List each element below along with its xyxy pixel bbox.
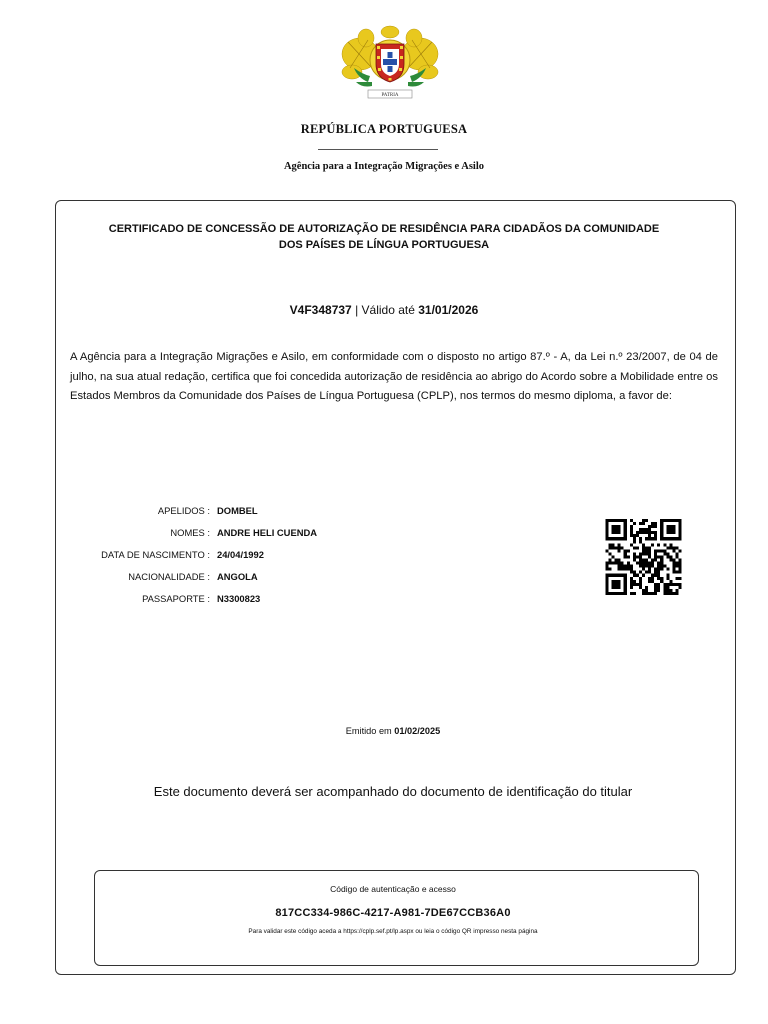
- field-label: DATA DE NASCIMENTO :: [101, 549, 210, 560]
- auth-title: Código de autenticação e acesso: [330, 884, 456, 894]
- header-divider: [318, 149, 438, 150]
- auth-code: 817CC334-986C-4217-A981-7DE67CCB36A0: [275, 907, 511, 919]
- certificate-title: [0, 222, 768, 253]
- certificate-title-line1: CERTIFICADO DE CONCESSÃO DE AUTORIZAÇÃO DE RESIDÊNCIA PARA CIDADÃOS DA COMUNIDADE: [108, 223, 660, 235]
- valid-until-date: 31/01/2026: [418, 303, 479, 317]
- field-value: N3300823: [217, 593, 261, 604]
- field-label: APELIDOS :: [157, 505, 210, 516]
- certificate-body: A Agência para a Integração Migrações e Asilo, em conformidade com o disposto no artigo 87.º - A, da Lei n.º 23/2007, de 04 de julho, na sua atual redação, certifica que foi concedida autorização de residência ao abrigo do Acordo sobre a Mobilidade entre os Estados Membros da Comunidade dos Países de Língua Portuguesa (CPLP), nos termos do mesmo diploma, a favor de:: [70, 351, 718, 402]
- field-value: 24/04/1992: [217, 549, 264, 560]
- field-value: ANGOLA: [217, 571, 258, 582]
- certificate-title-line2: DOS PAÍSES DE LÍNGUA PORTUGUESA: [278, 238, 490, 251]
- republic-title: REPÚBLICA PORTUGUESA: [300, 122, 468, 136]
- identification-notice: Este documento deverá ser acompanhado do documento de identificação do titular: [153, 784, 633, 799]
- field-label: NACIONALIDADE :: [128, 571, 210, 582]
- holder-details: [70, 505, 317, 615]
- agency-name: Agência para a Integração Migrações e Asilo: [283, 161, 485, 172]
- valid-until-label: Válido até: [361, 303, 419, 317]
- field-row-passport: [70, 593, 317, 615]
- auth-hint: Para validar este código aceda a https://cplp.sef.pt/lp.aspx ou leia o código QR impresso nesta página: [248, 928, 538, 935]
- field-label: NOMES :: [170, 527, 210, 538]
- field-value: ANDRE HELI CUENDA: [217, 527, 318, 538]
- validity-separator: |: [351, 303, 362, 317]
- qr-modules: [606, 519, 682, 595]
- emblem-motto: PATRIA: [381, 93, 399, 98]
- field-row-nationality: [70, 571, 317, 593]
- field-value: DOMBEL: [217, 505, 258, 516]
- certificate-validity: [0, 303, 768, 317]
- issue-label: Emitido em: [345, 726, 395, 736]
- coat-of-arms-icon: [338, 24, 442, 104]
- certificate-number: V4F348737: [289, 303, 352, 317]
- qr-code-icon: [604, 519, 683, 595]
- field-label: PASSAPORTE :: [142, 593, 210, 604]
- issue-date: [0, 726, 768, 736]
- field-row-names: [70, 527, 317, 549]
- field-row-surname: [70, 505, 317, 527]
- issue-date-value: 01/02/2025: [394, 726, 441, 736]
- field-row-birthdate: [70, 549, 317, 571]
